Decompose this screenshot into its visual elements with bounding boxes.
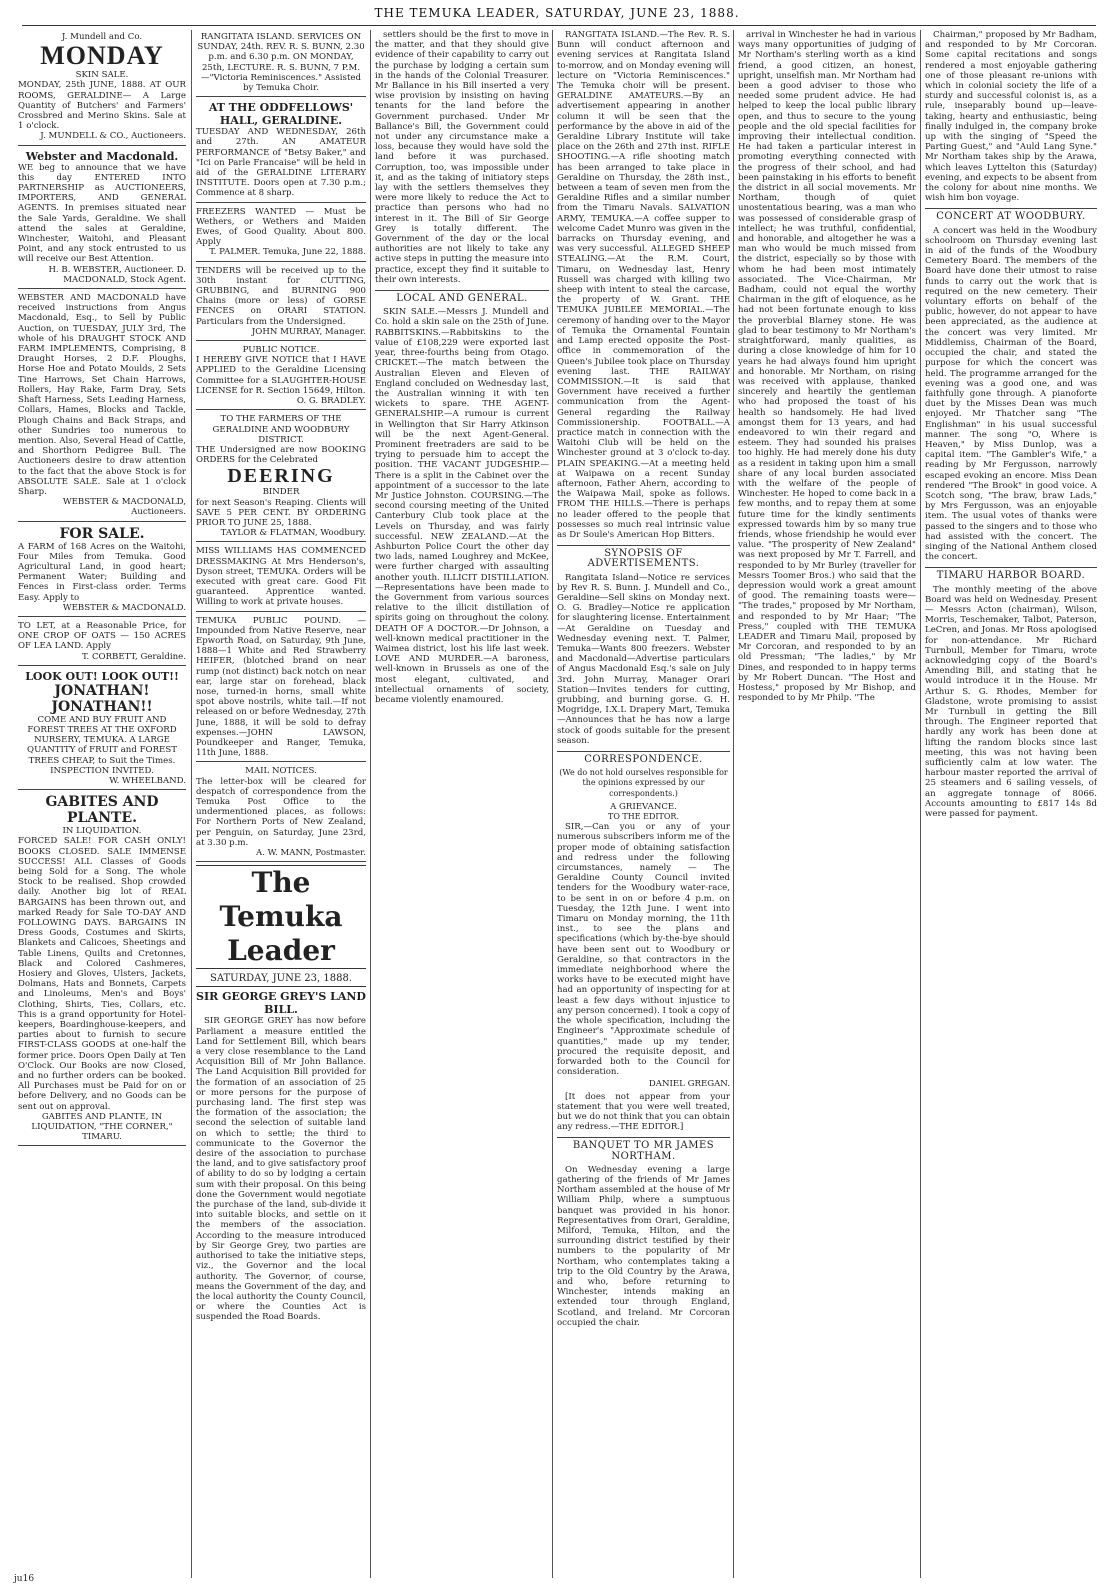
local-general-news bbox=[375, 307, 549, 705]
advert-gabites-plante bbox=[18, 792, 186, 1146]
section-heading: LOCAL AND GENERAL. bbox=[375, 290, 549, 304]
section-heading: CORRESPONDENCE. bbox=[557, 751, 730, 765]
article-headline: SIR GEORGE GREY'S LAND BILL. bbox=[196, 990, 366, 1017]
advert-body: TO LET, at a Reasonable Price, for ONE CROP OF OATS — 150 ACRES OF LEA LAND. Apply bbox=[18, 620, 186, 652]
column-rule bbox=[733, 30, 734, 1578]
banquet-article bbox=[557, 1165, 730, 1328]
advert-subhead: IN LIQUIDATION. bbox=[62, 826, 142, 837]
advert-headline: MAIL NOTICES. bbox=[245, 766, 317, 777]
advert-signature: JOHN MURRAY, Manager. bbox=[251, 326, 366, 337]
advert-body: I HEREBY GIVE NOTICE that I HAVE APPLIED to the Geraldine Licensing Committee for a SLAUGHTER-HOUSE LICENSE for R. Section 15649, Hilton. bbox=[196, 355, 366, 396]
advert-body: for next Season's Reaping. Clients will SAVE 5 PER CENT. BY ORDERING PRIOR TO JUNE 25, 1888. bbox=[196, 497, 366, 528]
letter-grievance bbox=[557, 822, 730, 1132]
newspaper-title: The Temuka Leader bbox=[196, 865, 366, 969]
section-heading: SYNOPSIS OF ADVERTISEMENTS. bbox=[557, 545, 730, 569]
advert-public-pound bbox=[196, 614, 366, 763]
column-3 bbox=[375, 30, 549, 1578]
advert-headline: LOOK OUT! LOOK OUT!! bbox=[25, 669, 179, 683]
column-5 bbox=[738, 30, 916, 1578]
advert-firm: J. Mundell and Co. bbox=[61, 32, 143, 42]
advert-body: FORCED SALE! FOR CASH ONLY! BOOKS CLOSED. SALE IMMENSE SUCCESS! ALL Classes of Goods being Sold for a Song. The whole Stock to be realised. Shop crowded daily. Another big lot of REAL BARGAINS has been thrown out, and marked Ready for Sale TO-DAY AND FOLLOWING DAYS. BARGAINS IN Dress Goods, Costumes and Skirts, Blankets and Calicoes, Sheetings and Table Linens, Quilts and Cretonnes, Black and Colored Cashmeres, Hosiery and Gloves, Ulsters, Jackets, Dolmans, Hats and Bonnets, Carpets and Linoleums, Men's and Boys' Clothing, Shirts, Ties, Collars, etc. This is a grand opportunity for Hotel-keepers, Boardinghouse-keepers, and parties about to furnish to secure FIRST-CLASS GOODS at one-half the former price. Doors Open Daily at Ten O'Clock. Our Books are now Closed, and no further orders can be booked. All Purchases must be Paid for on or before Delivery, and no Goods can be sent out on approval. bbox=[18, 836, 186, 1112]
banquet-article-end bbox=[925, 30, 1097, 203]
masthead-rule bbox=[22, 25, 1096, 26]
article-body: SIR GEORGE GREY has now before Parliament a measure entitled the Land for Settlement Bill, which bears a very close resemblance to the Land Acquisition Bill of Mr John Ballance. The Land Acquisition Bill provided for the formation of an association of 25 or more persons for the purpose of purchasing land. The first step was the formation of the association; the second the selection of suitable land on which to settle; the third to communicate to the Governor the desire of the association to purchase the land, and to give satisfactory proof of ability to do so by lodging a certain sum with their proposal. On this being done the Government would negotiate the purchase of the land, sub-divide it into suitable blocks, and settle on it the members of the association. According to the measure introduced by Sir George Grey, two parties are authorised to take the initiative steps, viz., the Governor and the local authority. The Governor, of course, means the Government of the day, and the local authority the County Council, or where the Counties Act is suspended the Road Boards. bbox=[196, 1016, 366, 1323]
article-body: On Wednesday evening a large gathering of the friends of Mr James Northam assembled at the house of Mr William Philp, where a sumptuous banquet was provided in his honor. Representatives from Orari, Geraldine, Milford, Temuka, Hilton, and the surrounding district testified by their numbers to the popularity of Mr Northam, who contemplates taking a trip to the Old Country by the Arawa, and who, before returning to Winchester, intends making an extended tour through England, Scotland, and Ireland. Mr Corcoran occupied the chair. bbox=[557, 1164, 730, 1328]
leader-article-continued bbox=[375, 30, 549, 285]
advert-bigline: JONATHAN! JONATHAN!! bbox=[51, 682, 153, 715]
advert-mundell-skin-sale bbox=[18, 30, 186, 146]
advert-headline: FOR SALE. bbox=[59, 525, 145, 542]
advert-headline: PUBLIC NOTICE. bbox=[242, 345, 320, 356]
advert-signature: GABITES AND PLANTE, IN LIQUIDATION, "THE CORNER," TIMARU. bbox=[31, 1111, 173, 1143]
advert-body: THE Undersigned are now BOOKING ORDERS for the Celebrated bbox=[196, 444, 366, 466]
editor-note: [It does not appear from your statement that you were well treated, but we do not think that you can obtain any redress.—THE EDITOR.] bbox=[557, 1091, 730, 1133]
advert-bigline: DEERING bbox=[227, 465, 335, 488]
article-body: SKIN SALE.—Messrs J. Mundell and Co. hold a skin sale on the 25th of June. RABBITSKINS.—Rabbitskins to the value of £108,229 were exported last year, three-fourths being from Otago. CRICKET.—The match between the Australian Eleven and Eleven of England concluded on Wednesday last, the Australian winning it with ten wickets to spare. THE AGENT-GENERALSHIP.—A rumour is current in Wellington that Sir Harry Atkinson will be the next Agent-General. Prominent freetraders are said to be trying to persuade him to accept the position. THE VACANT JUDGESHIP.—There is a split in the Cabinet over the appointment of a successor to the late Mr Justice Johnston. COURSING.—The second coursing meeting of the United Canterbury Club took place at the Levels on Thursday, and was fairly successful. NEW ZEALAND.—At the Ashburton Police Court the other day two lads, named Loughrey and McKee, were further charged with assaulting another youth. ILLICIT DISTILLATION.—Representations have been made to the Government from various sources relative to the illicit distillation of spirits going on throughout the colony. DEATH OF A DOCTOR.—Dr Johnson, a well-known medical practitioner in the Waimea district, lost his life last week. LOVE AND MURDER.—A baroness, well-known in Brussels as one of the most elegant, cultivated, and intellectual ornaments of society, became violently enamoured. bbox=[375, 307, 549, 705]
article-body: arrival in Winchester he had in various ways many opportunities of judging of Mr Northam's sterling worth as a kind friend, a good citizen, an honest, upright, unselfish man. Mr Northam had been a good adviser to those who needed some prudent advice. He had helped to keep the local public library open, and thus to secure to the young people and the old special facilities for improving their intellectual condition. He had taken a particular interest in promoting everything connected with the progress of their school, and had been painstaking in his efforts to benefit the district in all social movements. Mr Northam, though of quiet unostentatious bearing, was a man who was possessed of considerable grasp of intellect; he was truthful, confidential, and honorable, and altogether he was a man who would be much missed from the district, especially so by those with whom he had been most intimately associated. The Vice-Chairman, Mr Badham, could not equal the worthy Chairman in the gift of eloquence, as he had not been fortunate enough to kiss the proverbial Blarney stone. He was glad to bear testimony to Mr Northam's straightforward, manly qualities, as during a close knowledge of him for 10 years he had always found him upright and honorable. Mr Northam, on rising was received with applause, thanked sincerely and heartily the gentleman who had proposed the toast of his health so handsomely. He had lived amongst them for 13 years, and had endeavored to win their regard and esteem. They had sounded his praises too highly. He had merely done his duty as a resident in taking upon him a small share of any local burden associated with the welfare of the people of Winchester. He hoped to come back in a few months, and to repay them at some future time for the kindly sentiments expressed towards him by so many true friends, whose friendship he would ever value. "The prosperity of New Zealand" was next proposed by Mr T. Farrell, and responded to by Mr Burley (traveller for Messrs Toomer Bros.) who said that the depression would work a great amount of good. The remaining toasts were— "The trades," proposed by Mr Northam, and responded to by Mr Haar; "The Press," coupled with THE TEMUKA LEADER and Timaru Mail, proposed by Mr Corcoran, and responded to by an old Pressman; "The ladies," by Mr Dines, and responded to in happy terms by Mr Robert Duncan. "The Host and Hostess," proposed by Mr Bishop, and responded to by Mr Philp. "The bbox=[738, 30, 916, 704]
newspaper-dateline: SATURDAY, JUNE 23, 1888. bbox=[196, 972, 366, 987]
advert-body: FREEZERS WANTED — Must be Wethers, or Wethers and Maiden Ewes, of Good Quality. About 800. Apply bbox=[196, 206, 366, 248]
column-rule bbox=[191, 30, 192, 1578]
advert-headline: TO THE FARMERS OF THE GERALDINE AND WOODBURY DISTRICT. bbox=[212, 414, 350, 445]
article-body: RANGITATA ISLAND.—The Rev. R. S. Bunn will conduct afternoon and evening services at Rangitata Island to-morrow, and on Monday evening will lecture on "Victoria Reminiscences." The Temuka choir will be present. GERALDINE AMATEURS.—By an advertisement appearing in another column it will be seen that the performance by the above in aid of the Geraldine Library Institute will take place on the 26th and 27th inst. RIFLE SHOOTING.—A rifle shooting match has been arranged to take place in Geraldine on Thursday, the 28th inst., between a team of seven men from the Geraldine Rifles and a similar number from the Timaru Navals. SALVATION ARMY, TEMUKA.—A coffee supper to welcome Cadet Munro was given in the barracks on Thursday evening, and was very successful. ALLEGED SHEEP STEALING.—At the R.M. Court, Timaru, on Wednesday last, Henry Russell was charged with killing two sheep with intent to steal the carcase, the property of W. Grant. THE TEMUKA JUBILEE MEMORIAL.—The ceremony of handing over to the Mayor of Temuka the Ornamental Fountain and Lamp erected opposite the Post-office in commemoration of the Queen's Jubilee took place on Thursday evening last. THE RAILWAY COMMISSION.—It is said that Government have received a further communication from the Agent-General regarding the Railway Commissionership. FOOTBALL.—A practice match in connection with the Waitohi Club will be held on the Winchester ground at 3 o'clock to-day. PLAIN SPEAKING.—At a meeting held at Waipawa on a recent Sunday afternoon, Father Ahern, according to the Waipawa Mail, spoke as follows. FROM THE HILLS.—There is perhaps no leader offered to the people that possesses so much real intrinsic value as Dr Soule's American Hop Bitters. bbox=[557, 30, 730, 540]
column-6 bbox=[925, 30, 1097, 1578]
advert-signature: T. CORBETT, Geraldine. bbox=[82, 651, 186, 662]
advert-nursery bbox=[18, 668, 186, 790]
advert-subhead: SKIN SALE. bbox=[75, 70, 129, 81]
advert-headline: AT THE ODDFELLOWS' HALL, GERALDINE. bbox=[208, 101, 354, 128]
advert-body: The letter-box will be cleared for despatch of correspondence from the Temuka Post Office to the undermentioned places, as follows: For Northern Ports of New Zealand, per Penguin, on Saturday, June 23rd, at 3.30 p.m. bbox=[196, 776, 366, 848]
advert-body: RANGITATA ISLAND. SERVICES ON SUNDAY, 24th. REV. R. S. BUNN, 2.30 p.m. and 6.30 p.m. ON MONDAY, 25th, LECTURE. R. S. BUNN, 7 P.M.—"Victoria Reminiscences." Assisted by Temuka Choir. bbox=[197, 32, 365, 94]
section-heading: TIMARU HARBOR BOARD. bbox=[925, 567, 1097, 581]
advert-body: TENDERS will be received up to the 30th instant for CUTTING, GRUBBING, and BURNING 900 Chains (more or less) of GORSE FENCES on ORARI STATION. Particulars from the Undersigned. bbox=[196, 265, 366, 327]
article-body: A concert was held in the Woodbury schoolroom on Thursday evening last in aid of the funds of the Woodbury Cemetery Board. The members of the Board have done their utmost to raise funds to carry out the work that is required on the new cemetery. Their voluntary efforts on behalf of the public, however, do not appear to have been appreciated, as the audience at the concert was very limited. Mr Middlemiss, Chairman of the Board, occupied the chair, and stated the purpose for which the concert was held. The programme arranged for the evening was a good one, and was faithfully gone through. A pianoforte duet by the Misses Dean was much enjoyed. Mr Thatcher sang "The Englishman" in his usual successful manner. The song "O, Where is Heaven," by Miss Dunlop, was a capital item. "The Gambler's Wife," a reading by Mr Fergusson, narrowly escaped evoking an encore. Miss Dean rendered "The Brook" in good voice. A Scotch song, "The braw, braw Lads," by Mrs Fergusson, was an enjoyable item. The usual votes of thanks were passed to the singers and to those who had assisted with the concert. The singing of the National Anthem closed the concert. bbox=[925, 225, 1097, 563]
letter-headline: A GRIEVANCE. bbox=[610, 801, 677, 812]
advert-body: TEMUKA PUBLIC POUND. — Impounded from Native Reserve, near Epworth Road, on Saturday, 9th June, 1888—1 White and Red Strawberry HEIFER, (blotched brand on near rump (not distinct) back notch on near ear, large star on forehead, black nose, turned-in horns, small white spot above nostrils, white tail.—If not released on or before Wednesday, 27th June, 1888, it will be sold to defray expenses.—JOHN LAWSON, Poundkeeper and Ranger, Temuka, 11th June, 1888. bbox=[196, 615, 366, 759]
column-rule bbox=[370, 30, 371, 1578]
column-4 bbox=[557, 30, 730, 1578]
advert-signature: W. WHEELBAND. bbox=[109, 775, 186, 786]
advert-tenders bbox=[196, 264, 366, 341]
advert-oddfellows-hall bbox=[196, 99, 366, 202]
advert-body: A FARM of 168 Acres on the Waitohi, Four Miles from Temuka. Good Agricultural Land, in good heart; Permanent Water; Building and Fences in First-class order. Terms Easy. Apply to bbox=[18, 541, 186, 603]
harbor-board-article bbox=[925, 585, 1097, 820]
advert-farm-for-sale bbox=[18, 524, 186, 617]
advert-signature: T. PALMER. Temuka, June 22, 1888. bbox=[209, 247, 366, 258]
advert-body: MISS WILLIAMS HAS COMMENCED DRESSMAKING At Mrs Henderson's, Dyson street, TEMUKA. Orders will be executed with great care. Good Fit guaranteed. Apprentice wanted. Willing to work at private houses. bbox=[196, 546, 366, 608]
advert-body: WEBSTER AND MACDONALD have received instructions from Angus Macdonald, Esq., to Sell by Public Auction, on TUESDAY, JULY 3rd, The whole of his DRAUGHT STOCK AND FARM IMPLEMENTS, Comprising, 8 Draught Horses, 2 D.F. Ploughs, Horse Hoe and Potato Moulds, 2 Sets Tine Harrows, Set Chain Harrows, Rollers, Hay Rake, Farm Dray, Sets Shaft Harness, Sets Leading Harness, Collars, Hames, Blocks and Tackle, Plough Chains and Back Straps, and other Sundries too numerous to mention. Also, Several Head of Cattle, and Shorthorn Pedigree Bull. The Auctioneers desire to draw attention to the fact that the above Stock is for ABSOLUTE SALE. Sale at 1 o'clock Sharp. bbox=[18, 293, 186, 497]
concert-article bbox=[925, 226, 1097, 563]
advert-headline: Webster and Macdonald. bbox=[25, 149, 179, 163]
letter-signature: DANIEL GREGAN. bbox=[648, 1079, 730, 1090]
column-1 bbox=[18, 30, 186, 1578]
advert-partnership bbox=[18, 148, 186, 289]
advert-signature: J. MUNDELL & CO., Auctioneers. bbox=[40, 131, 186, 142]
correspondence-note: (We do not hold ourselves responsible for the opinions expressed by our correspondents.) bbox=[559, 768, 728, 798]
article-body: Rangitata Island—Notice re services by Rev R. S. Bunn. J. Mundell and Co., Geraldine—Sell skins on Monday next. O. G. Bradley—Notice re application for slaughtering license. Entertainment—At Geraldine on Tuesday and Wednesday evening next. T. Palmer, Temuka—Wants 800 freezers. Webster and Macdonald—Advertise particulars of Angus Macdonald Esq.'s sale on July 3rd. John Murray, Manager Orari Station—Invites tenders for cutting, grubbing, and burning gorse. G. H. Mogridge, I.X.L Drapery Mart, Temuka—Announces that he has now a large stock of goods suitable for the present season. bbox=[557, 572, 730, 746]
advert-signature: H. B. WEBSTER, Auctioneer. D. MACDONALD, Stock Agent. bbox=[48, 264, 186, 285]
advert-subhead: BINDER bbox=[262, 487, 300, 498]
advert-to-let bbox=[18, 619, 186, 666]
advert-body: MONDAY, 25th JUNE, 1888. AT OUR ROOMS, GERALDINE— A Large Quantity of Butchers' and Farmers' Crossbred and Merino Skins. Sale at 1 o'clock. bbox=[18, 80, 186, 132]
advert-signature: WEBSTER & MACDONALD. bbox=[62, 602, 186, 613]
advert-signature: WEBSTER & MACDONALD, Auctioneers. bbox=[62, 497, 186, 518]
section-heading: CONCERT AT WOODBURY. bbox=[925, 208, 1097, 222]
footer-mark: ju16 bbox=[14, 1574, 35, 1584]
advert-headline: GABITES AND PLANTE. bbox=[45, 794, 159, 827]
local-news-continued bbox=[557, 30, 730, 540]
article-body: The monthly meeting of the above Board was held on Wednesday. Present — Messrs Acton (chairman), Wilson, Morris, Teschemaker, Talbot, Paterson, LeCren, and Jonas. Mr Ross apologised for non-attendance. Mr Richard Turnbull, Member for Timaru, wrote acknowledging copy of the Board's Amending Bill, and stating that he would introduce it in the House. Mr Arthur S. G. Rhodes, Member for Gladstone, wrote promising to assist Mr Turnbull in getting the Bill through. The Engineer reported that hardly any work has been done at lifting the random blocks since last meeting, this was not having been sufficiently calm at low water. The harbour master reported the arrival of 25 steamers and 6 sailing vessels, of an aggregate tonnage of 8066. Accounts amounting to £817 14s 8d were passed for payment. bbox=[925, 584, 1097, 820]
advert-mail-notices bbox=[196, 764, 366, 862]
section-heading: BANQUET TO MR JAMES NORTHAM. bbox=[557, 1137, 730, 1161]
advert-freezers-wanted bbox=[196, 205, 366, 262]
advert-body: COME AND BUY FRUIT AND FOREST TREES AT THE OXFORD NURSERY, TEMUKA. A LARGE QUANTITY of FRUIT and FOREST TREES CHEAP, to Suit the Times. INSPECTION INVITED. bbox=[27, 714, 177, 776]
advert-signature: TAYLOR & FLATMAN, Woodbury. bbox=[220, 528, 366, 539]
advert-rangitata-services bbox=[196, 30, 366, 97]
banquet-article-continued bbox=[738, 30, 916, 703]
column-2 bbox=[196, 30, 366, 1578]
leader-article bbox=[196, 990, 366, 1322]
advert-dressmaking bbox=[196, 544, 366, 611]
advert-deering-binder bbox=[196, 412, 366, 542]
advert-stock-auction bbox=[18, 291, 186, 521]
advert-headline: MONDAY bbox=[40, 41, 164, 71]
article-body: settlers should be the first to move in the matter, and that they should give evidence of their capability to carry out the purchase by lodging a certain sum in the hands of the Colonial Treasurer. Mr Ballance in his Bill inserted a very wise provision by insisting on having tenants for the land before the Government purchased. Under Mr Ballance's Bill, the Government could not under any circumstance make a loss, because they would have sold the land before it was purchased. Corruption, too, was impossible under it, and as the taking of initiatory steps lay with the settlers themselves they were more likely to reduce the Act to practice than persons who had no interest in it. The Bill of Sir George Grey is totally different. The Government of the day or the local authorities are not likely to take any active steps in putting the measure into practice, except they find it suitable to their own interests. bbox=[375, 30, 549, 285]
advert-public-notice bbox=[196, 343, 366, 410]
advert-body: TUESDAY AND WEDNESDAY, 26th and 27th. AN AMATEUR PERFORMANCE of "Betsy Baker," and "Ici on Parle Francaise" will be held in aid of the GERALDINE LITERARY INSTITUTE. Doors open at 7.30 p.m.; Commence at 8 sharp. bbox=[196, 127, 366, 199]
article-body: Chairman," proposed by Mr Badham, and responded to by Mr Corcoran. Some capital recitations and songs rendered a most enjoyable gathering one of those pleasant re-unions with which in colonial society the life of a sturdy and successful colonist is, as a rule, inseparably bound up—leave-taking, hearty and enthusiastic, being finally indulged in, the company broke up with the singing of "Speed the Parting Guest," and "Auld Lang Syne." Mr Northam takes ship by the Arawa, which leaves Lyttelton this (Saturday) evening, and expects to be absent from the colony for about nine months. We wish him bon voyage. bbox=[925, 30, 1097, 204]
letter-salutation: TO THE EDITOR. bbox=[607, 812, 679, 822]
advert-body: WE beg to announce that we have this day ENTERED INTO PARTNERSHIP as AUCTIONEERS, IMPORTERS, AND GENERAL AGENTS. In premises situated near the Sale Yards, Geraldine. We shall attend the sales at Geraldine, Winchester, Waitohi, and Pleasant Point, and any stock entrusted to us will receive our Best Attention. bbox=[18, 162, 186, 265]
advert-synopsis bbox=[557, 573, 730, 746]
advert-signature: A. W. MANN, Postmaster. bbox=[255, 848, 366, 859]
article-body: SIR,—Can you or any of your numerous subscribers inform me of the proper mode of obtaining satisfaction and redress under the following circumstances, namely — The Geraldine County Council invited tenders for the Woodbury water-race, to be sent in on or before 4 p.m. on Tuesday, the 12th June. I went into Timaru on Monday morning, the 11th inst., to see the plans and specifications (which by-the-bye should have been sent out to Woodbury or Geraldine, so that contractors in the immediate neighborhood where the works have to be executed might have had an opportunity of inspecting for at least a few days without injustice to any person concerned). I took a copy of the whole specification, including the Engineer's "Approximate schedule of quantities," made up my tender, procured the requisite deposit, and forwarded both to the Council for consideration. bbox=[557, 822, 730, 1078]
column-rule bbox=[920, 30, 921, 1578]
masthead: THE TEMUKA LEADER, SATURDAY, JUNE 23, 1888. bbox=[374, 6, 740, 20]
advert-signature: O. G. BRADLEY. bbox=[296, 396, 366, 407]
column-rule bbox=[552, 30, 553, 1578]
